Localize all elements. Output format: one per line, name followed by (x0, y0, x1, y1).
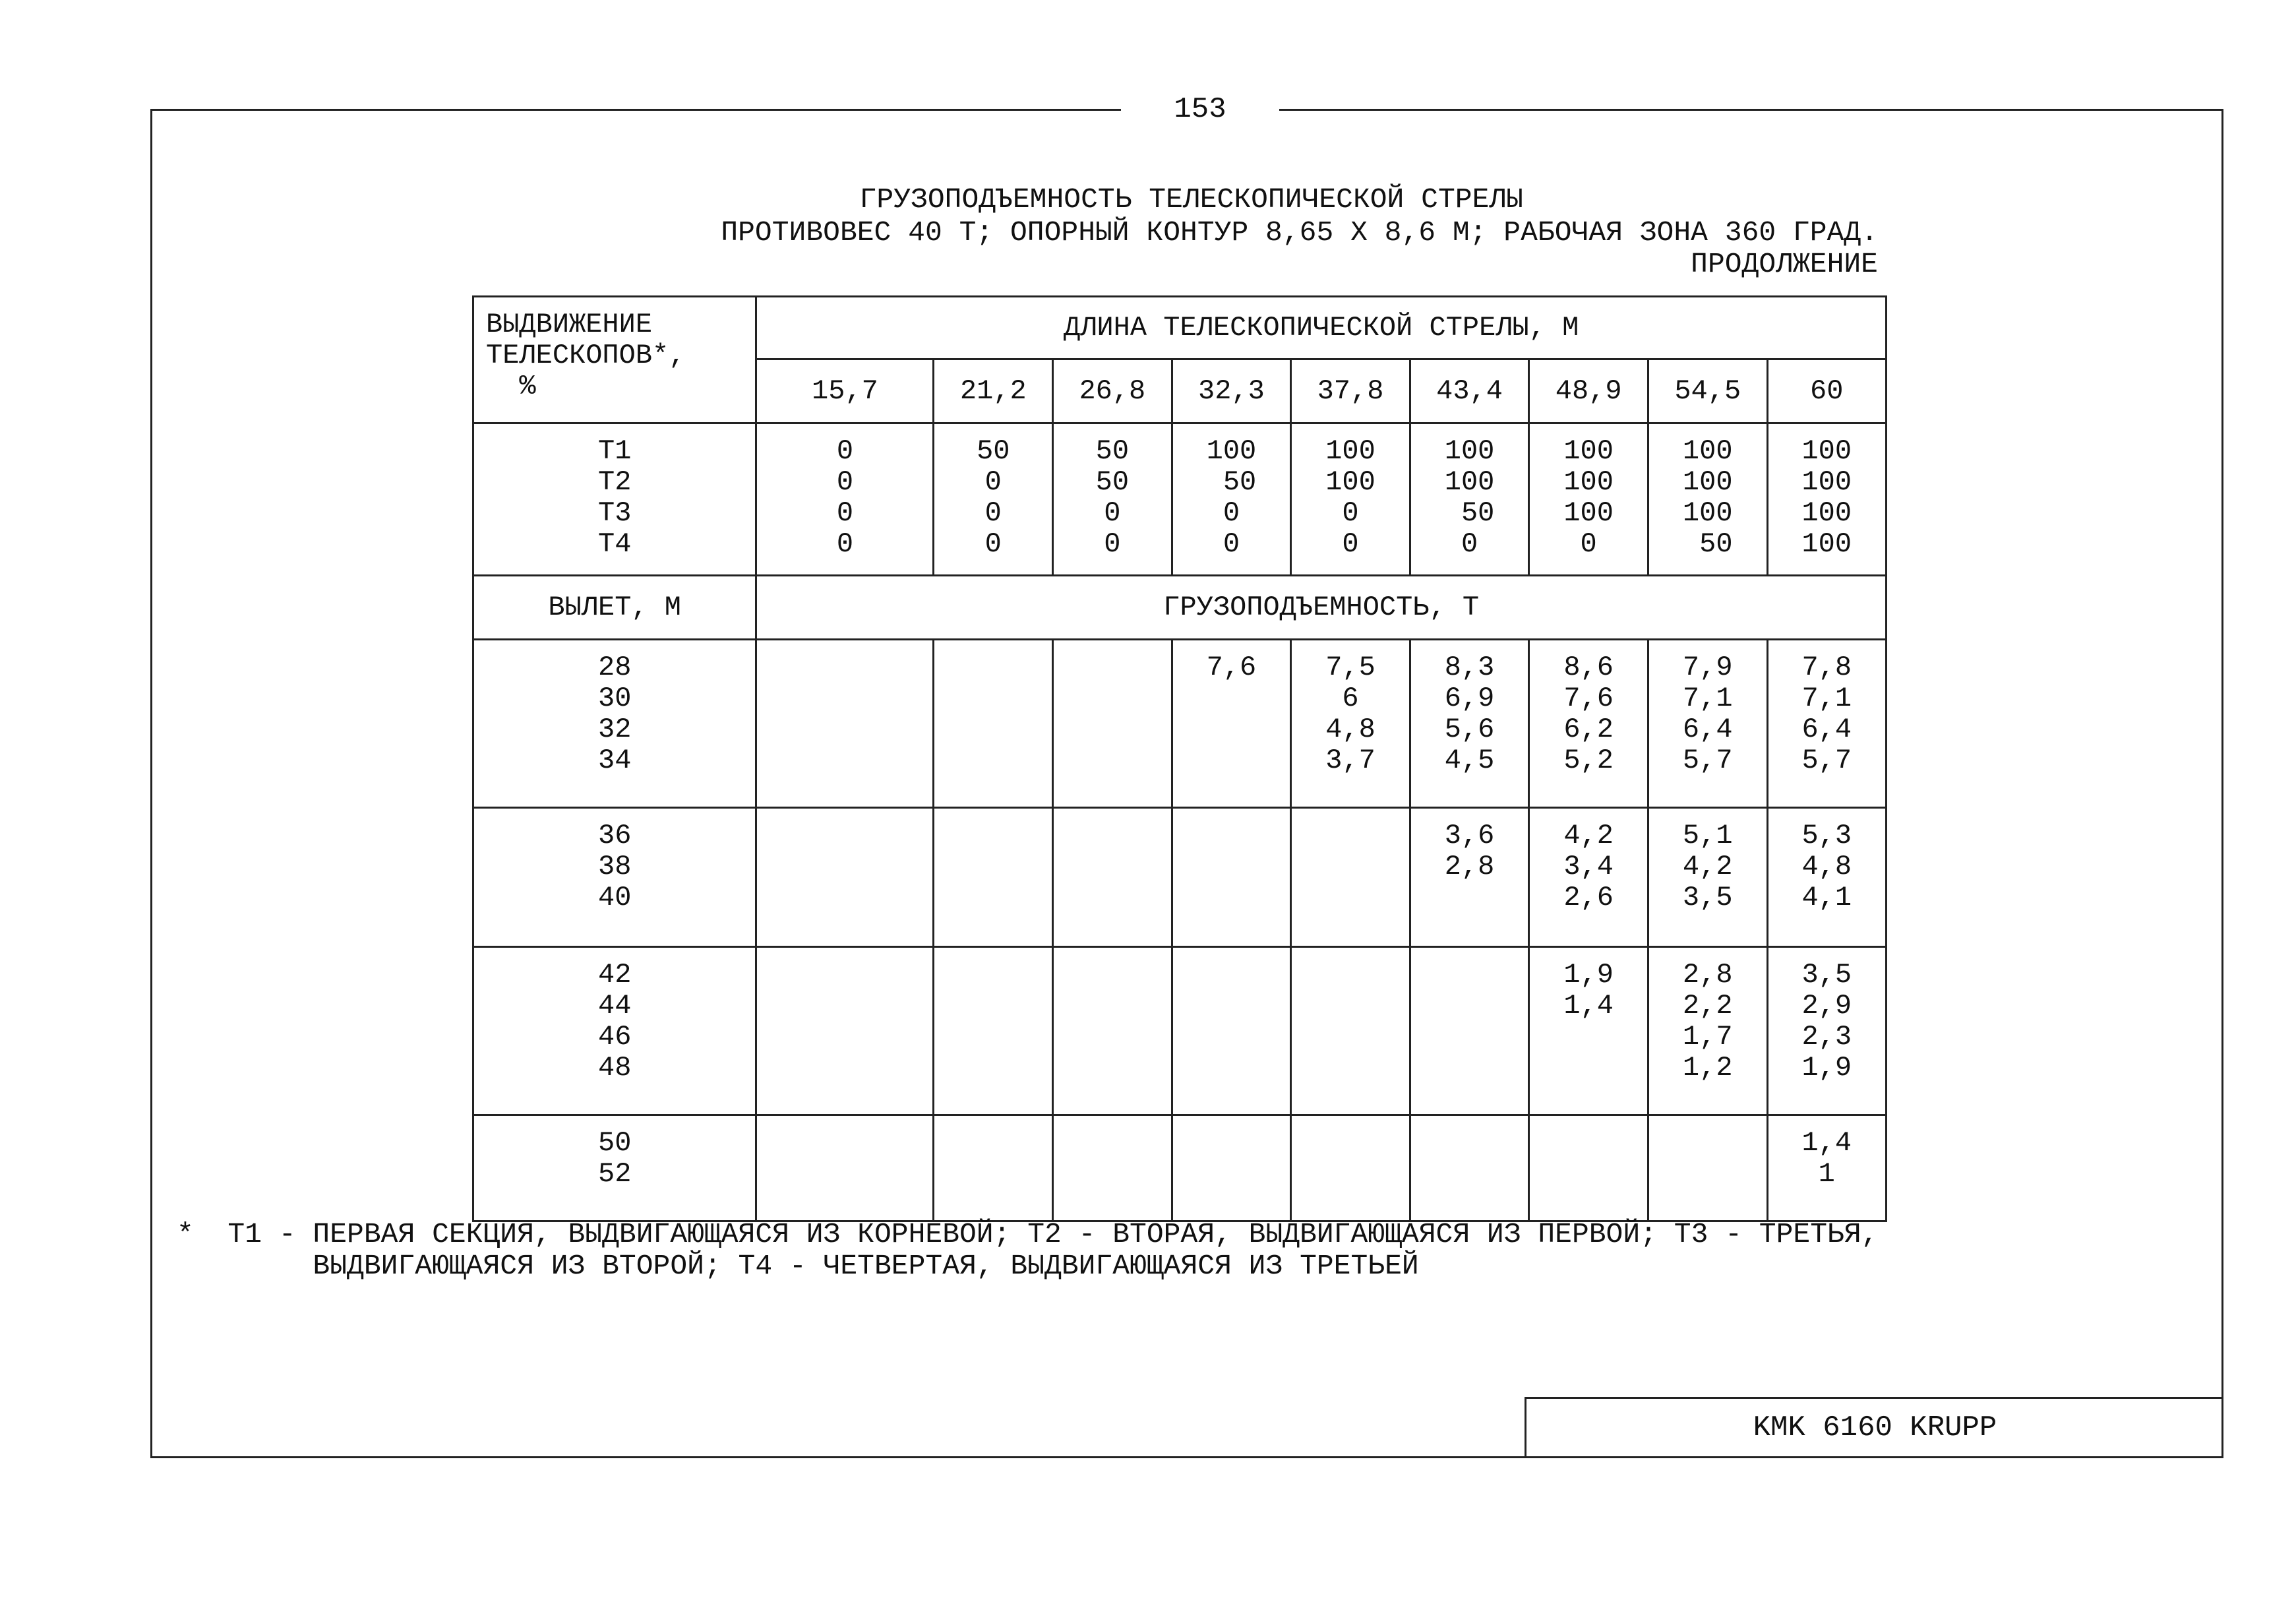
capacity-cell (1172, 1115, 1291, 1221)
capacity-cell: 7,5 6 4,8 3,7 (1291, 640, 1410, 808)
capacity-cell: 5,1 4,2 3,5 (1648, 808, 1767, 947)
radius-cell: 50 52 (473, 1115, 756, 1221)
capacity-cell: 4,2 3,4 2,6 (1529, 808, 1648, 947)
section-extension-cell: 100 100 100 0 (1529, 423, 1648, 576)
capacity-cell (1291, 808, 1410, 947)
title-block-stamp: KMK 6160 KRUPP (1525, 1397, 2223, 1458)
capacity-cell: 8,3 6,9 5,6 4,5 (1410, 640, 1529, 808)
capacity-cell: 3,6 2,8 (1410, 808, 1529, 947)
section-extension-cell: 100 100 0 0 (1291, 423, 1410, 576)
capacity-cell (1053, 1115, 1172, 1221)
boom-length-cell: 48,9 (1529, 359, 1648, 423)
capacity-cell (756, 947, 934, 1115)
capacity-cell (756, 1115, 934, 1221)
section-extension-cell: 100 50 0 0 (1172, 423, 1291, 576)
capacity-cell: 7,8 7,1 6,4 5,7 (1767, 640, 1886, 808)
radius-cell: 42 44 46 48 (473, 947, 756, 1115)
capacity-cell: 7,6 (1172, 640, 1291, 808)
capacity-cell (1172, 947, 1291, 1115)
capacity-cell (756, 808, 934, 947)
capacity-cell (1053, 640, 1172, 808)
capacity-cell: 1,9 1,4 (1529, 947, 1648, 1115)
boom-length-cell: 37,8 (1291, 359, 1410, 423)
boom-length-cell: 32,3 (1172, 359, 1291, 423)
capacity-cell (1291, 1115, 1410, 1221)
capacity-cell: 7,9 7,1 6,4 5,7 (1648, 640, 1767, 808)
page-number: 153 (1121, 90, 1279, 129)
capacity-cell: 2,8 2,2 1,7 1,2 (1648, 947, 1767, 1115)
capacity-cell: 5,3 4,8 4,1 (1767, 808, 1886, 947)
capacity-cell: 1,4 1 (1767, 1115, 1886, 1221)
load-capacity-table (472, 295, 1887, 1222)
capacity-header: ГРУЗОПОДЪЕМНОСТЬ, Т (756, 576, 1887, 640)
boom-length-cell: 15,7 (756, 359, 934, 423)
capacity-cell (1410, 1115, 1529, 1221)
boom-length-cell: 54,5 (1648, 359, 1767, 423)
radius-cell: 28 30 32 34 (473, 640, 756, 808)
capacity-cell: 3,5 2,9 2,3 1,9 (1767, 947, 1886, 1115)
section-extension-cell: 100 100 100 100 (1767, 423, 1886, 576)
radius-header: ВЫЛЕТ, М (473, 576, 756, 640)
boom-length-cell: 21,2 (934, 359, 1053, 423)
capacity-cell (934, 947, 1053, 1115)
capacity-cell (934, 640, 1053, 808)
capacity-cell (756, 640, 934, 808)
capacity-cell (1172, 808, 1291, 947)
capacity-cell (1529, 1115, 1648, 1221)
capacity-cell (1648, 1115, 1767, 1221)
capacity-cell (934, 1115, 1053, 1221)
capacity-cell (1291, 947, 1410, 1115)
table-subtitle: ПРОТИВОВЕС 40 Т; ОПОРНЫЙ КОНТУР 8,65 Х 8,6 М; РАБОЧАЯ ЗОНА 360 ГРАД. (721, 216, 1878, 249)
capacity-cell (1053, 808, 1172, 947)
boom-length-header: ДЛИНА ТЕЛЕСКОПИЧЕСКОЙ СТРЕЛЫ, М (756, 297, 1887, 359)
boom-length-cell: 43,4 (1410, 359, 1529, 423)
continuation-label: ПРОДОЛЖЕНИЕ (1691, 248, 1878, 280)
footnote: * Т1 - ПЕРВАЯ СЕКЦИЯ, ВЫДВИГАЮЩАЯСЯ ИЗ КОРНЕВОЙ; Т2 - ВТОРАЯ, ВЫДВИГАЮЩАЯСЯ ИЗ ПЕРВОЙ; Т3 - ТРЕТЬЯ, ВЫДВИГАЮЩАЯСЯ ИЗ ВТОРОЙ; Т4 - ЧЕТВЕРТАЯ, ВЫДВИГАЮЩАЯСЯ ИЗ ТРЕТЬЕЙ (177, 1218, 1879, 1282)
section-extension-cell: 100 100 50 0 (1410, 423, 1529, 576)
table-title: ГРУЗОПОДЪЕМНОСТЬ ТЕЛЕСКОПИЧЕСКОЙ СТРЕЛЫ (859, 183, 1523, 216)
section-extension-cell: 0 0 0 0 (756, 423, 934, 576)
radius-cell: 36 38 40 (473, 808, 756, 947)
boom-length-cell: 60 (1767, 359, 1886, 423)
section-extension-cell: 50 50 0 0 (1053, 423, 1172, 576)
capacity-cell (1053, 947, 1172, 1115)
capacity-cell (1410, 947, 1529, 1115)
section-extension-cell: 100 100 100 50 (1648, 423, 1767, 576)
section-extension-cell: 50 0 0 0 (934, 423, 1053, 576)
capacity-cell (934, 808, 1053, 947)
telescope-extension-header: ВЫДВИЖЕНИЕ ТЕЛЕСКОПОВ*, % (473, 297, 756, 423)
capacity-cell: 8,6 7,6 6,2 5,2 (1529, 640, 1648, 808)
section-labels: Т1 Т2 Т3 Т4 (473, 423, 756, 576)
boom-length-cell: 26,8 (1053, 359, 1172, 423)
